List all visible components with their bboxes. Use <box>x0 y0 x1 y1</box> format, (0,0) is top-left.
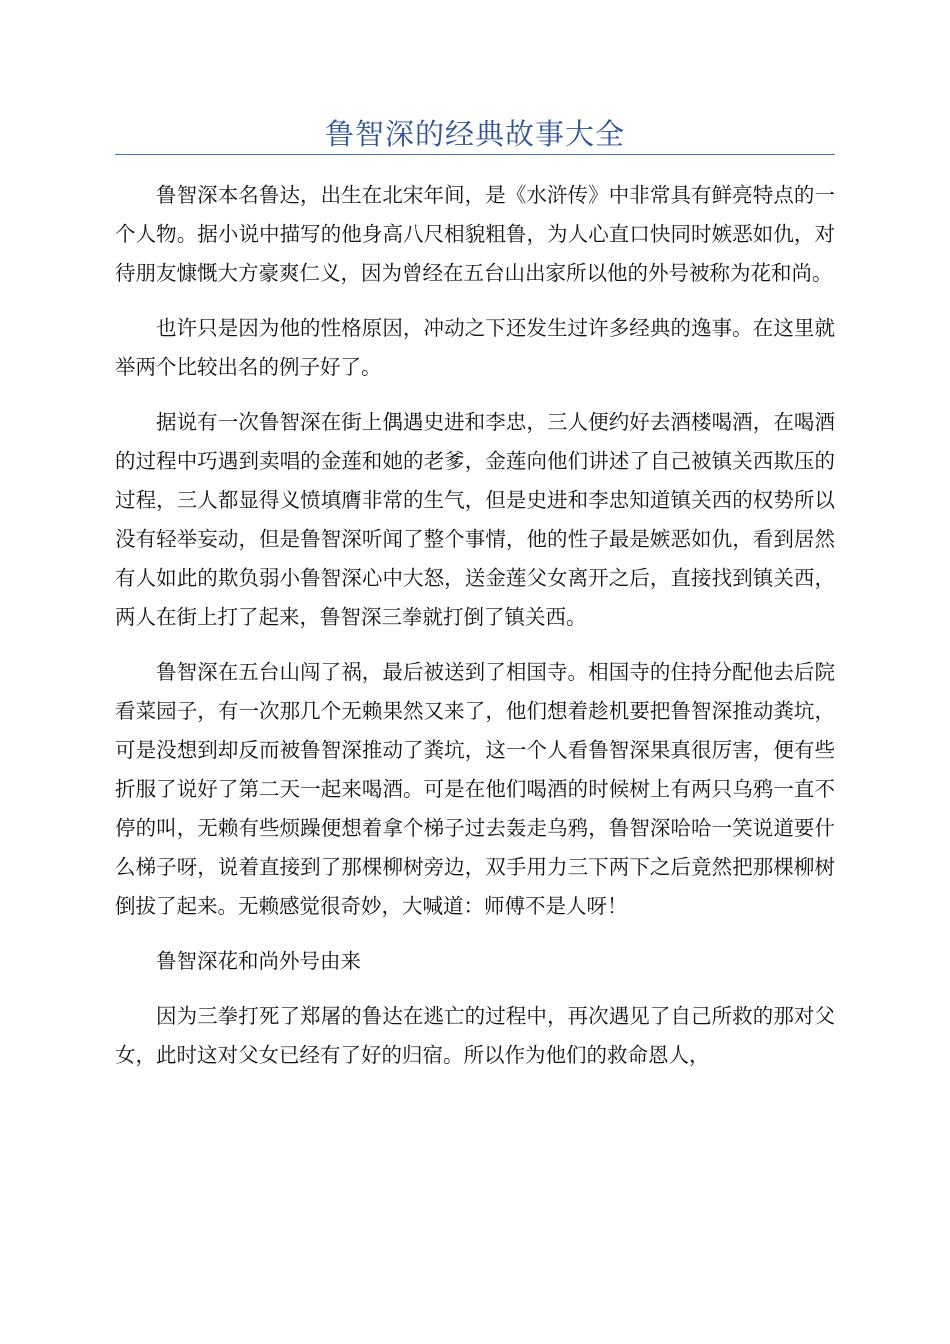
title-underline <box>115 154 835 155</box>
paragraph-intro: 鲁智深本名鲁达，出生在北宋年间，是《水浒传》中非常具有鲜亮特点的一个人物。据小说中描写的他身高八尺相貌粗鲁，为人心直口快同时嫉恶如仇，对待朋友慷慨大方豪爽仁义，因为曾经在五台山出家所以他的外号被称为花和尚。 <box>115 183 835 285</box>
section-heading-nickname-origin: 鲁智深花和尚外号由来 <box>156 949 361 973</box>
document-body <box>115 176 835 1091</box>
paragraph-story-zhenguanxi: 据说有一次鲁智深在街上偶遇史进和李忠，三人便约好去酒楼喝酒，在喝酒的过程中巧遇到卖唱的金莲和她的老爹，金莲向他们讲述了自己被镇关西欺压的过程，三人都显得义愤填膺非常的生气，但是史进和李忠知道镇关西的权势所以没有轻举妄动，但是鲁智深听闻了整个事情，他的性子最是嫉恶如仇，看到居然有人如此的欺负弱小鲁智深心中大怒，送金莲父女离开之后，直接找到镇关西，两人在街上打了起来，鲁智深三拳就打倒了镇关西。 <box>115 410 835 629</box>
paragraph-transition: 也许只是因为他的性格原因，冲动之下还发生过许多经典的逸事。在这里就举两个比较出名的例子好了。 <box>115 316 835 379</box>
paragraph-story-willow-tree: 鲁智深在五台山闯了祸，最后被送到了相国寺。相国寺的住持分配他去后院看菜园子，有一次那几个无赖果然又来了，他们想着趁机要把鲁智深推动粪坑，可是没想到却反而被鲁智深推动了粪坑，这一个人看鲁智深果真很厉害，便有些折服了说好了第二天一起来喝酒。可是在他们喝酒的时候树上有两只乌鸦一直不停的叫，无赖有些烦躁便想着拿个梯子过去轰走乌鸦，鲁智深哈哈一笑说道要什么梯子呀，说着直接到了那棵柳树旁边，双手用力三下两下之后竟然把那棵柳树倒拔了起来。无赖感觉很奇妙，大喊道：师傅不是人呀！ <box>115 660 835 918</box>
document-title: 鲁智深的经典故事大全 <box>324 117 625 151</box>
paragraph-nickname-origin: 因为三拳打死了郑屠的鲁达在逃亡的过程中，再次遇见了自己所救的那对父女，此时这对父女已经有了好的归宿。所以作为他们的救命恩人， <box>115 1004 835 1067</box>
